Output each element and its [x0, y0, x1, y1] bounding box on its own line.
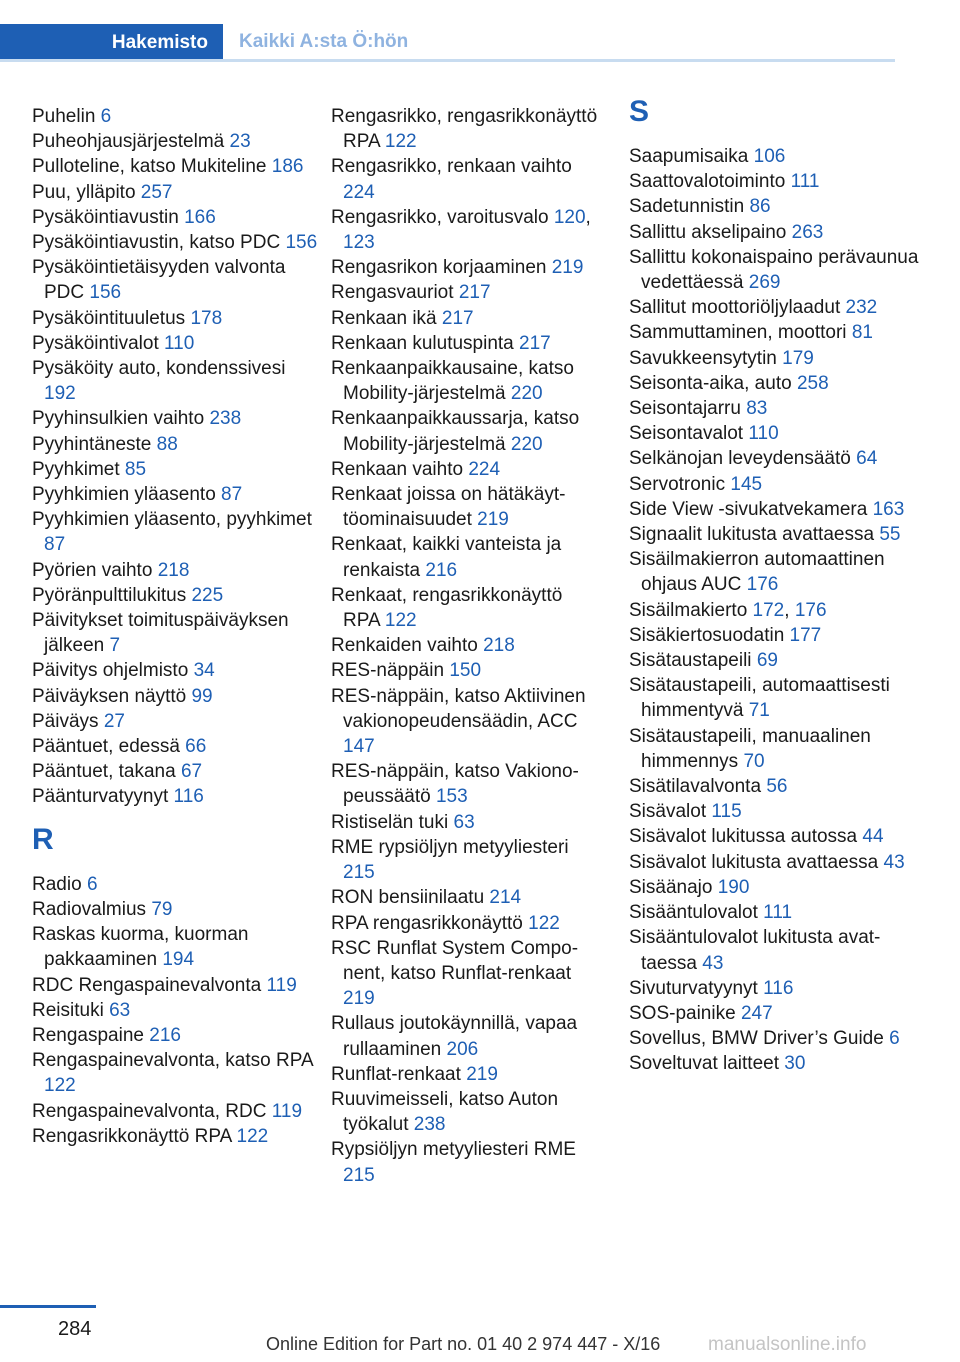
index-entry-text: Pääntuet, edessä	[32, 736, 180, 758]
index-entry: Rengasrikko, varoitusvalo 120, 123	[331, 206, 591, 254]
page-link[interactable]: 225	[191, 584, 224, 606]
page-link[interactable]: 34	[193, 660, 215, 682]
index-entry-text: Sadetunnistin	[629, 196, 745, 218]
page-link[interactable]: 216	[425, 559, 458, 581]
index-entry	[629, 421, 919, 446]
page-link[interactable]: 215	[343, 1164, 375, 1186]
index-entry-text: Renkaiden vaihto	[331, 635, 478, 657]
index-entry-text: Sisävalot lukitussa autossa	[629, 826, 858, 848]
index-entry	[331, 759, 603, 809]
index-entry-text: RES-näppäin, katso Vakionopeussäätö	[331, 761, 579, 808]
index-entry	[32, 759, 322, 784]
index-entry	[331, 835, 603, 885]
page-link[interactable]: 88	[156, 433, 178, 455]
index-entry-text: Reisituki	[32, 999, 104, 1021]
index-entry-text: Rengasrikko, rengasrikkonäyttö RPA	[331, 106, 598, 153]
page-link[interactable]: 71	[748, 700, 770, 722]
index-entry	[32, 1124, 322, 1149]
tab-hakemisto[interactable]: Hakemisto	[0, 24, 223, 62]
page-link[interactable]: 81	[851, 322, 873, 344]
section-letter: R	[32, 822, 54, 856]
page-link[interactable]: 111	[763, 902, 793, 924]
index-entry	[32, 1023, 322, 1048]
index-entry	[32, 922, 322, 972]
index-entry	[629, 169, 919, 194]
page-link[interactable]: 87	[221, 484, 243, 506]
index-entry	[629, 1026, 919, 1051]
index-entry	[32, 356, 322, 406]
page-link[interactable]: 63	[453, 811, 475, 833]
page-link[interactable]: 64	[856, 448, 878, 470]
index-entry	[629, 295, 919, 320]
index-entry-text: Sisäänajo	[629, 876, 713, 898]
index-entry-text: Saattovalotoiminto	[629, 171, 786, 193]
index-entry-text: Sallittu akselipaino	[629, 221, 787, 243]
edition-text: Online Edition for Part no. 01 40 2 974 447 - X/16	[266, 1334, 661, 1354]
index-entry-text: Rengasrikko, varoitusvalo	[331, 206, 549, 228]
index-entry-text: Pyyhinsulkien vaihto	[32, 408, 205, 430]
index-entry-text: Seisontavalot	[629, 423, 744, 445]
index-entry-text: Päiväys	[32, 710, 99, 732]
index-entry	[331, 1062, 603, 1087]
index-entry	[32, 154, 322, 179]
index-entry	[32, 432, 322, 457]
index-entry	[629, 371, 919, 396]
page-link[interactable]: 192	[44, 383, 76, 405]
index-entry	[629, 396, 919, 421]
page-link[interactable]: 6	[100, 106, 112, 127]
index-entry	[331, 406, 603, 456]
index-entry	[32, 558, 322, 583]
index-entry-text: Sisäkiertosuodatin	[629, 624, 785, 646]
index-entry-text: Ruuvimeisseli, katso Auton työkalut	[331, 1088, 559, 1136]
index-entry	[331, 331, 603, 356]
page-link[interactable]: 224	[468, 458, 501, 480]
index-entry-text: Rypsiöljyn metyyliesteri RME	[331, 1139, 576, 1161]
index-entry: Sisäilmakierto 172, 176	[629, 599, 827, 621]
index-entry	[331, 306, 603, 331]
index-entry	[629, 497, 919, 522]
index-entry	[629, 547, 919, 597]
page-link[interactable]: 69	[756, 650, 778, 672]
index-entry	[629, 824, 919, 849]
index-entry-text: Sisävalot	[629, 801, 707, 823]
page-link[interactable]: 219	[551, 257, 584, 279]
page-link[interactable]: 122	[236, 1125, 269, 1147]
index-entry	[629, 925, 919, 975]
header-bar	[0, 24, 895, 62]
page-link[interactable]: 190	[717, 876, 750, 898]
header-divider	[0, 59, 895, 62]
index-entry-text: Signaalit lukitusta avattaessa	[629, 524, 875, 546]
index-entry	[32, 129, 322, 154]
page-link[interactable]: 219	[477, 509, 509, 531]
index-entry-text: Servotronic	[629, 473, 726, 495]
index-entry-text: Sisäilmakierto	[629, 599, 748, 621]
page-link[interactable]: 220	[510, 433, 543, 455]
index-entry	[629, 875, 919, 900]
index-entry-text: Side View -sivukatvekamera	[629, 498, 868, 520]
index-entry-text: Pyyhkimet	[32, 458, 120, 480]
index-entry	[331, 1087, 603, 1137]
page-link[interactable]: 27	[103, 710, 125, 732]
index-entry-text: Renkaan ikä	[331, 307, 437, 329]
index-entry	[32, 482, 322, 507]
index-entry-text: Sallitut moottoriöljylaadut	[629, 297, 841, 319]
index-entry-text: Selkänojan leveydensäätö	[629, 448, 851, 470]
index-entry-text: RSC Runflat System Component, katso Runflat-renkaat	[331, 937, 579, 984]
page-link[interactable]: 67	[180, 761, 203, 783]
page-link[interactable]: 216	[149, 1024, 181, 1046]
page-link[interactable]: 194	[162, 949, 195, 971]
page-link[interactable]: 87	[44, 534, 66, 556]
index-entry-text: Rengaspaine	[32, 1024, 144, 1046]
index-entry-text: Saapumisaika	[629, 146, 749, 167]
index-entry	[32, 306, 322, 331]
index-entry-text: RPA rengasrikkonäyttö	[331, 912, 523, 934]
page-link[interactable]: 217	[458, 282, 491, 304]
page-link[interactable]: 99	[191, 685, 213, 707]
index-entry	[32, 1099, 322, 1124]
index-entry	[331, 885, 603, 910]
index-entry-text: Seisontajarru	[629, 398, 741, 420]
page-link[interactable]: 110	[164, 332, 195, 354]
index-entry	[629, 623, 919, 648]
index-entry-text: Runflat-renkaat	[331, 1063, 461, 1085]
index-entry-text: RES-näppäin	[331, 660, 445, 682]
page-link[interactable]: 147	[343, 736, 375, 758]
index-entry	[32, 205, 322, 230]
index-entry	[331, 936, 603, 1012]
page-link[interactable]: 83	[746, 398, 768, 420]
index-entry-text: Puhelin	[32, 106, 96, 127]
index-entry	[629, 648, 919, 673]
page-link[interactable]: 116	[173, 786, 204, 808]
index-entry	[32, 331, 322, 356]
index-entry	[32, 230, 322, 255]
index-entry	[629, 900, 919, 925]
index-entry	[629, 472, 919, 497]
index-entry	[331, 457, 603, 482]
page-link[interactable]: 66	[185, 736, 207, 758]
index-entry	[32, 507, 322, 557]
index-entry-text: Radio	[32, 873, 82, 895]
index-entry	[629, 799, 919, 824]
index-entry-text: Raskas kuorma, kuorman pakkaaminen	[32, 924, 249, 971]
index-entry	[32, 406, 322, 431]
page-link[interactable]: 43	[702, 952, 724, 974]
page-link[interactable]: 110	[748, 423, 779, 445]
index-entry-text: Soveltuvat laitteet	[629, 1053, 779, 1075]
page-link[interactable]: 269	[748, 272, 781, 294]
index-entry-text: Sisävalot lukitusta avattaessa	[629, 851, 879, 873]
page-link[interactable]: 85	[124, 458, 147, 480]
index-entry-text: Päivitykset toimituspäiväyksen jälkeen	[32, 610, 289, 657]
index-entry	[629, 673, 919, 723]
index-entry	[331, 255, 603, 280]
index-entry-text: Pulloteline, katso Mukiteline	[32, 156, 267, 178]
index-entry	[331, 1011, 603, 1061]
page-link[interactable]: 258	[796, 372, 829, 394]
index-entry	[32, 608, 322, 658]
index-entry	[629, 194, 919, 219]
section-letter: S	[629, 95, 650, 128]
page-link[interactable]: 217	[441, 307, 474, 329]
index-entry	[331, 154, 603, 204]
index-entry-text: Renkaat, kaikki vanteista ja renkaista	[331, 534, 562, 581]
index-entry-text: RME rypsiöljyn metyyliesteri	[331, 836, 569, 858]
index-entry-text: Seisonta-aika, auto	[629, 372, 792, 394]
page-link[interactable]: 55	[879, 524, 901, 546]
index-entry-text: Sisätaustapeili, manuaalinen himmennys	[629, 725, 871, 772]
index-entry	[331, 280, 603, 305]
index-entry-text: Rengasvauriot	[331, 282, 454, 304]
index-entry	[629, 976, 919, 1001]
index-entry	[32, 709, 322, 734]
page-link[interactable]: 119	[271, 1100, 303, 1122]
index-entry	[331, 810, 603, 835]
page-link[interactable]: 257	[140, 181, 173, 203]
index-entry-text: Rullaus joutokäynnillä, vapaa rullaaminen	[331, 1013, 578, 1060]
page-link[interactable]: 218	[157, 559, 190, 581]
page-link[interactable]: 111	[790, 171, 820, 193]
page-link[interactable]: 44	[862, 826, 884, 848]
index-entry-text: SOS-painike	[629, 1002, 736, 1024]
index-entry-text: Renkaanpaikkausaine, katso Mobility-järjestelmä	[331, 358, 574, 405]
page-link[interactable]: 178	[190, 307, 223, 329]
page-link[interactable]: 123	[343, 232, 375, 254]
page-link[interactable]: 206	[446, 1038, 479, 1060]
index-column-1	[32, 104, 322, 1149]
page-link[interactable]: 70	[743, 750, 765, 772]
index-entry-text: RES-näppäin, katso Aktiivinen vakionopeudensäädin, ACC	[331, 685, 586, 732]
index-entry-text: Sovellus, BMW Driver’s Guide	[629, 1028, 884, 1050]
page-link[interactable]: 179	[782, 347, 814, 369]
index-entry-text: Sisääntulovalot lukitusta avattaessa	[629, 927, 881, 974]
page-link[interactable]: 6	[889, 1028, 900, 1050]
index-entry	[331, 583, 603, 633]
index-entry	[32, 998, 322, 1023]
index-entry	[629, 1001, 919, 1026]
index-entry	[331, 1137, 603, 1187]
page-link[interactable]: 6	[86, 873, 98, 895]
index-entry-text: Ristiselän tuki	[331, 811, 449, 833]
page-link[interactable]: 219	[466, 1063, 498, 1085]
page-link[interactable]: 218	[483, 635, 515, 657]
index-entry-text: Rengasrikkonäyttö RPA	[32, 1125, 232, 1147]
page-link[interactable]: 122	[528, 912, 560, 934]
page-link[interactable]: 30	[784, 1053, 806, 1075]
index-entry-text: Sisätilavalvonta	[629, 776, 762, 798]
index-entry-text: Pyöränpulttilukitus	[32, 584, 187, 606]
page-link[interactable]: 186	[271, 156, 304, 178]
index-entry-text: Pyyhkimien yläasento	[32, 484, 216, 506]
index-entry	[629, 850, 919, 875]
index-entry	[32, 734, 322, 759]
index-entry-text: Pysäköity auto, kondenssivesi	[32, 358, 286, 380]
index-entry	[331, 356, 603, 406]
index-entry	[629, 346, 919, 371]
page-link[interactable]: 214	[489, 887, 522, 909]
index-entry-text: Rengaspainevalvonta, RDC	[32, 1100, 267, 1122]
index-entry-text: Renkaat joissa on hätäkäyttöominaisuudet	[331, 484, 566, 531]
index-entry	[629, 774, 919, 799]
index-entry-text: Sivuturvatyynyt	[629, 977, 758, 999]
index-entry-text: RON bensiinilaatu	[331, 887, 485, 909]
index-entry	[32, 583, 322, 608]
index-entry-text: Päiväyksen näyttö	[32, 685, 187, 707]
index-entry-text: Pyyhintäneste	[32, 433, 152, 455]
page-number: 284	[58, 1318, 92, 1340]
page-link[interactable]: 120	[553, 206, 586, 228]
page-link[interactable]: 166	[184, 206, 216, 228]
index-entry-text: Pyyhkimien yläasento, pyyhkimet	[32, 509, 312, 531]
index-entry-text: Pysäköintituuletus	[32, 307, 186, 329]
index-entry-text: Pysäköintiavustin, katso PDC	[32, 232, 281, 254]
index-entry-text: Sisätaustapeili	[629, 650, 752, 672]
page-link[interactable]: 177	[789, 624, 822, 646]
page-link[interactable]: 232	[845, 297, 878, 319]
index-entry-text: Puheohjausjärjestelmä	[32, 131, 225, 153]
page-link[interactable]: 86	[749, 196, 771, 218]
index-entry	[331, 633, 603, 658]
index-entry-text: Puu, ylläpito	[32, 181, 136, 203]
index-entry-text: Sisääntulovalot	[629, 902, 758, 924]
index-entry-text: Sallittu kokonaispaino perävaunua vedettäessä	[629, 246, 919, 294]
index-entry-text: Pyörien vaihto	[32, 559, 153, 581]
index-entry	[629, 1051, 919, 1076]
index-entry-text: Renkaan kulutuspinta	[331, 332, 514, 354]
page-link[interactable]: 43	[883, 851, 905, 873]
index-entry	[32, 658, 322, 683]
page-link[interactable]: 122	[384, 610, 417, 632]
index-entry	[331, 911, 603, 936]
index-entry-text: Rengasrikko, renkaan vaihto	[331, 156, 572, 178]
page-link[interactable]: 238	[209, 408, 242, 430]
page-link[interactable]: 224	[343, 181, 375, 203]
index-entry	[629, 446, 919, 471]
index-entry	[629, 144, 919, 169]
index-entry-text: Rengasrikon korjaaminen	[331, 257, 547, 279]
index-entry-text: Päänturvatyynyt	[32, 786, 169, 808]
footer-accent-bar	[0, 1305, 96, 1308]
index-entry-text: Renkaat, rengasrikkonäyttö RPA	[331, 584, 563, 632]
index-entry	[32, 104, 322, 129]
page-link[interactable]: 219	[343, 988, 375, 1010]
index-entry-text: Rengaspainevalvonta, katso RPA	[32, 1050, 313, 1072]
index-entry	[331, 532, 603, 582]
page-link[interactable]: 176	[746, 574, 779, 596]
index-entry	[32, 973, 322, 998]
page-link[interactable]: 7	[109, 635, 121, 657]
index-column-3	[629, 95, 919, 1077]
index-entry-text: Pysäköintietäisyyden valvonta PDC	[32, 257, 286, 304]
index-entry-text: Sisäilmakierron automaattinen ohjaus AUC	[629, 549, 885, 596]
page-link[interactable]: 56	[766, 776, 788, 798]
index-entry	[629, 724, 919, 774]
page-link[interactable]: 172	[752, 599, 785, 621]
index-column-2	[331, 104, 603, 1188]
index-entry-text: Päivitys ohjelmisto	[32, 660, 189, 682]
index-entry-text: Renkaan vaihto	[331, 458, 464, 480]
index-entry-text: Savukkeensytytin	[629, 347, 777, 369]
index-entry	[32, 684, 322, 709]
page-link[interactable]: 217	[519, 332, 551, 354]
index-entry	[32, 457, 322, 482]
page-link[interactable]: 176	[794, 599, 827, 621]
index-entry	[32, 784, 322, 809]
index-entry-text: Renkaanpaikkaussarja, katso Mobility-järjestelmä	[331, 408, 580, 455]
index-entry-text: Sammuttaminen, moottori	[629, 322, 847, 344]
page-link[interactable]: 156	[89, 282, 122, 304]
page-link[interactable]: 116	[763, 977, 794, 999]
index-entry	[32, 872, 322, 897]
page-link[interactable]: 23	[229, 131, 251, 153]
index-entry	[629, 220, 919, 245]
page-link[interactable]: 156	[285, 232, 318, 254]
page-link[interactable]: 119	[266, 974, 297, 996]
index-entry-text: Radiovalmius	[32, 898, 147, 920]
page-link[interactable]: 263	[791, 221, 824, 243]
index-entry	[331, 658, 603, 683]
tab-kaikki-a-o[interactable]: Kaikki A:sta Ö:hön	[239, 30, 409, 52]
index-entry	[331, 482, 603, 532]
page-link[interactable]: 63	[109, 999, 131, 1021]
page-link[interactable]: 247	[740, 1002, 773, 1024]
page-link[interactable]: 153	[435, 786, 468, 808]
page-link[interactable]: 215	[343, 862, 375, 884]
page-link[interactable]: 106	[753, 146, 786, 167]
page-link[interactable]: 115	[711, 801, 742, 823]
index-entry	[32, 180, 322, 205]
page-link[interactable]: 122	[44, 1075, 76, 1097]
index-entry	[629, 245, 919, 295]
page-link[interactable]: 150	[449, 660, 482, 682]
page-link[interactable]: 145	[730, 473, 763, 495]
page-link[interactable]: 79	[151, 898, 173, 920]
index-entry-text: RDC Rengaspainevalvonta	[32, 974, 262, 996]
page-link[interactable]: 220	[510, 383, 543, 405]
page-link[interactable]: 163	[872, 498, 905, 520]
page-link[interactable]: 238	[413, 1114, 446, 1136]
index-entry	[629, 320, 919, 345]
index-entry-text: Pysäköintivalot	[32, 332, 159, 354]
index-entry	[32, 1048, 322, 1098]
page-link[interactable]: 122	[384, 131, 417, 153]
index-entry-text: Pysäköintiavustin	[32, 206, 179, 228]
index-entry-text: Pääntuet, takana	[32, 761, 176, 783]
index-entry	[331, 684, 603, 760]
index-entry	[331, 104, 603, 154]
index-entry	[32, 897, 322, 922]
watermark: manualsonline.info	[708, 1334, 867, 1355]
index-entry	[32, 255, 322, 305]
index-entry-text: Sisätaustapeili, automaattisesti himmentyvä	[629, 675, 890, 722]
index-entry	[629, 522, 919, 547]
